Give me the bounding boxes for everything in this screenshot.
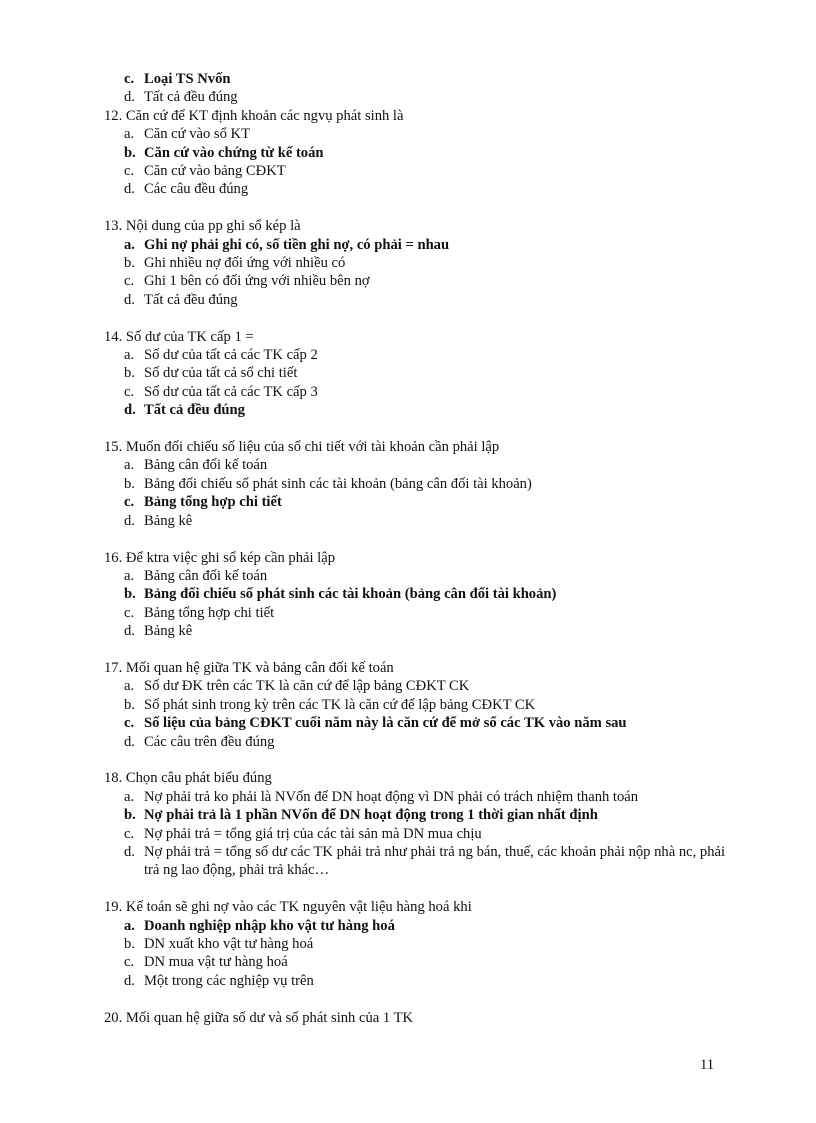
option-letter: b. [124,365,135,382]
option-letter: d. [124,972,135,989]
question-spacer [104,199,734,217]
option-letter: c. [124,273,135,290]
question-spacer [104,530,734,548]
option-text: Số dư của tất cả các TK cấp 3 [144,383,318,400]
question-spacer [104,641,734,659]
answer-option [104,825,734,843]
option-letter: b. [124,475,135,492]
question-number: 19. [104,899,123,916]
option-text: DN mua vật tư hàng hoá [144,954,288,971]
question-spacer [104,420,734,438]
question-number: 15. [104,439,123,456]
question-title [104,769,734,787]
question-title [104,549,734,567]
option-text: Số liệu của bảng CĐKT cuối năm này là căn cứ để mở sổ các TK vào năm sau [144,715,627,732]
option-letter: c. [124,715,135,732]
question-list [104,107,734,1027]
option-text: Loại TS Nvốn [144,71,231,87]
answer-option [104,346,734,364]
question-text: Căn cứ để KT định khoản các ngvụ phát sinh là [125,107,404,124]
option-letter: c. [124,494,135,511]
option-text: Các câu trên đều đúng [144,733,275,750]
option-text: Nợ phải trả = tổng số dư các TK phải trả như phải trả ng bán, thuế, các khoản phải nộp nhà nc, phải trả ng lao động, phải trả khác… [144,843,726,879]
question-text: Muốn đối chiếu số liệu của sổ chi tiết với tài khoản cần phải lập [125,439,500,456]
question-block [104,1009,734,1027]
option-letter: a. [124,457,135,474]
option-letter: a. [124,347,135,364]
answer-option [104,714,734,732]
option-text: Căn cứ vào chứng từ kế toán [144,144,324,161]
answer-option [104,585,734,603]
answer-option [104,677,734,695]
question-text: Mối quan hệ giữa số dư và số phát sinh của 1 TK [125,1009,414,1026]
option-text: Số dư ĐK trên các TK là căn cứ để lập bảng CĐKT CK [144,678,470,695]
answer-option [104,180,734,198]
option-letter: d. [124,843,135,860]
question-title [104,107,734,125]
option-letter: d. [124,181,135,198]
page-number: 11 [700,1057,715,1073]
answer-option [104,383,734,401]
option-letter: a. [124,567,135,584]
answer-option [104,88,734,106]
option-letter: a. [124,236,135,253]
option-text: Tất cả đều đúng [144,402,245,419]
question-block [104,328,734,420]
option-letter: b. [124,255,135,272]
question-title [104,438,734,456]
option-text: Tất cả đều đúng [144,291,238,308]
document-body [104,70,734,1027]
option-text: Ghi nợ phải ghi có, số tiền ghi nợ, có phải = nhau [144,236,450,253]
option-letter: b. [124,144,136,161]
option-letter: d. [124,402,136,419]
answer-option [104,125,734,143]
option-text: Căn cứ vào sổ KT [144,126,250,143]
answer-option [104,475,734,493]
question-block [104,217,734,309]
question-text: Kế toán sẽ ghi nợ vào các TK nguyên vật liệu hàng hoá khi [125,899,472,916]
answer-option [104,254,734,272]
question-block [104,107,734,199]
question-number: 16. [104,549,123,566]
option-text: Căn cứ vào bảng CĐKT [144,163,286,180]
option-text: Tất cả đều đúng [144,89,238,106]
answer-option [104,953,734,971]
option-letter: a. [124,788,135,805]
question-spacer [104,880,734,898]
question-number: 12. [104,107,123,124]
option-text: Số dư của tất cả sổ chi tiết [144,365,298,382]
question-block [104,898,734,990]
question-text: Để ktra việc ghi sổ kép cần phải lập [125,549,336,566]
question-title [104,328,734,346]
option-letter: a. [124,678,135,695]
answer-option [104,162,734,180]
option-text: Doanh nghiệp nhập kho vật tư hàng hoá [144,917,395,934]
answer-option [104,972,734,990]
option-text: Ghi 1 bên có đối ứng với nhiều bên nợ [144,273,370,290]
option-text: Bảng đối chiếu số phát sinh các tài khoản (bảng cân đối tài khoản) [144,475,532,492]
option-text: Nợ phải trả = tổng giá trị của các tài sản mà DN mua chịu [144,825,482,842]
answer-option [104,733,734,751]
option-letter: b. [124,696,135,713]
answer-option [104,917,734,935]
question-title [104,659,734,677]
answer-option [104,272,734,290]
question-text: Số dư của TK cấp 1 = [125,328,254,345]
option-letter: c. [124,604,135,621]
option-text: Bảng kê [144,512,193,529]
option-text: Nợ phải trả là 1 phần NVốn để DN hoạt động trong 1 thời gian nhất định [144,807,598,824]
question-title [104,898,734,916]
option-letter: c. [124,163,135,180]
answer-option [104,696,734,714]
carry-over-options [104,70,734,107]
option-letter: b. [124,586,136,603]
question-block [104,769,734,879]
option-text: Một trong các nghiệp vụ trên [144,972,314,989]
option-text: Bảng kê [144,623,193,640]
option-text: Số dư của tất cả các TK cấp 2 [144,347,318,364]
question-title [104,1009,734,1027]
question-text: Mối quan hệ giữa TK và bảng cân đối kế toán [125,659,394,676]
option-letter: b. [124,807,136,824]
question-spacer [104,990,734,1008]
option-text: Nợ phải trả ko phải là NVốn để DN hoạt động vì DN phải có trách nhiệm thanh toán [144,788,639,805]
option-letter: c. [124,954,135,971]
option-text: DN xuất kho vật tư hàng hoá [144,935,314,952]
question-number: 17. [104,659,123,676]
answer-option [104,291,734,309]
question-number: 13. [104,218,123,235]
question-number: 14. [104,328,123,345]
answer-option [104,70,734,88]
question-block [104,549,734,641]
answer-option [104,935,734,953]
answer-option [104,567,734,585]
question-title [104,217,734,235]
question-block [104,438,734,530]
answer-option [104,236,734,254]
option-letter: d. [124,291,135,308]
answer-option [104,843,734,880]
option-letter: a. [124,917,135,934]
option-text: Bảng cân đối kế toán [144,457,268,474]
question-number: 20. [104,1009,123,1026]
answer-option [104,622,734,640]
option-letter: c. [124,383,135,400]
answer-option [104,401,734,419]
question-spacer [104,751,734,769]
question-block [104,659,734,751]
answer-option [104,456,734,474]
option-letter: d. [124,512,135,529]
answer-option [104,788,734,806]
option-letter: d. [124,89,135,106]
option-letter: b. [124,935,135,952]
answer-option [104,604,734,622]
option-letter: c. [124,825,135,842]
option-text: Bảng cân đối kế toán [144,567,268,584]
question-spacer [104,309,734,327]
option-text: Số phát sinh trong kỳ trên các TK là căn cứ để lập bảng CĐKT CK [144,696,536,713]
answer-option [104,364,734,382]
option-text: Các câu đều đúng [144,181,249,198]
answer-option [104,512,734,530]
answer-option [104,144,734,162]
answer-option [104,806,734,824]
question-number: 18. [104,770,123,787]
question-text: Chọn câu phát biểu đúng [125,770,272,787]
option-letter: d. [124,623,135,640]
option-text: Bảng tổng hợp chi tiết [144,494,282,511]
option-text: Ghi nhiều nợ đối ứng với nhiều có [144,255,346,272]
answer-option [104,493,734,511]
option-text: Bảng đối chiếu số phát sinh các tài khoản (bảng cân đối tài khoản) [144,586,557,603]
question-text: Nội dung của pp ghi sổ kép là [125,218,301,235]
option-text: Bảng tổng hợp chi tiết [144,604,275,621]
option-letter: c. [124,71,135,87]
option-letter: a. [124,126,135,143]
option-letter: d. [124,733,135,750]
